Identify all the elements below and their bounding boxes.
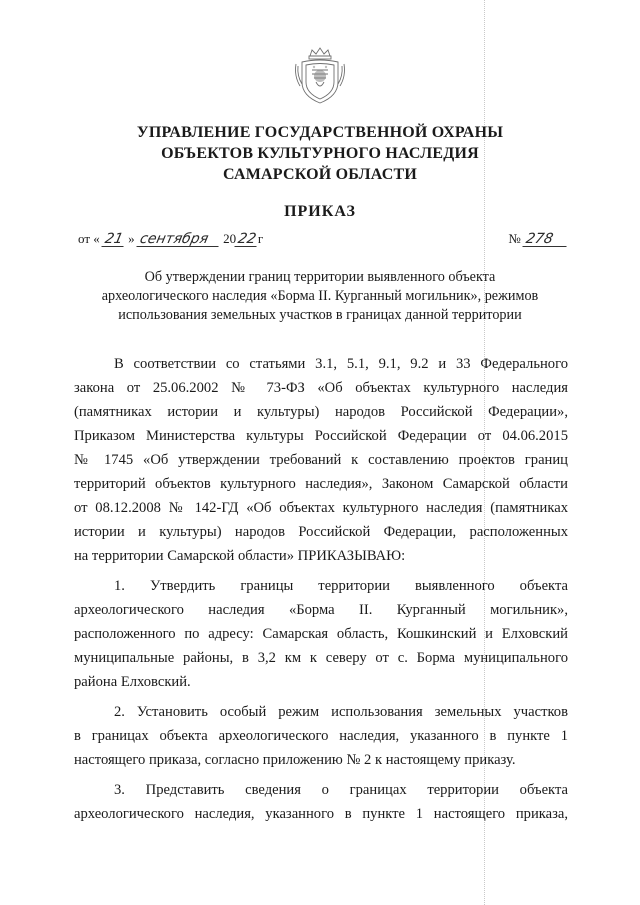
date-year-prefix: 20	[223, 231, 237, 246]
order-title: ПРИКАЗ	[284, 203, 356, 220]
body-line: археологического наследия «Борма II. Курганный могильник»,	[74, 602, 568, 618]
body-line: настоящего приказа, согласно приложению № 2 к настоящему приказу.	[74, 752, 516, 768]
coat-of-arms-emblem-icon	[292, 46, 348, 106]
order-number	[508, 231, 568, 247]
body-line: № 1745 «Об утверждении требований к составлению проектов границ	[74, 452, 568, 468]
date-prefix: от «	[78, 231, 100, 246]
order-subject	[70, 268, 570, 325]
subject-line: Об утверждении границ территории выявленного объекта	[144, 269, 496, 285]
number-prefix: №	[508, 231, 521, 246]
order-number-handwritten: 278	[522, 232, 569, 247]
header-line: УПРАВЛЕНИЕ ГОСУДАРСТВЕННОЙ ОХРАНЫ	[136, 124, 504, 141]
header-line: ОБЪЕКТОВ КУЛЬТУРНОГО НАСЛЕДИЯ	[161, 145, 479, 162]
order-date-number-row	[78, 231, 568, 251]
header-line: САМАРСКОЙ ОБЛАСТИ	[223, 166, 417, 183]
body-line: района Елховский.	[74, 674, 191, 690]
date-month-handwritten: сентября	[136, 232, 221, 247]
date-year-end: г	[257, 231, 264, 246]
body-line: территорий объектов культурного наследия», Законом Самарской области	[74, 476, 568, 492]
body-line: муниципальные районы, в 3,2 км к северу от с. Борма муниципального	[74, 650, 568, 666]
date-day-handwritten: 21	[103, 231, 125, 247]
authority-header	[0, 122, 640, 185]
body-line: В соответствии со статьями 3.1, 5.1, 9.1, 9.2 и 33 Федерального	[114, 356, 568, 372]
body-line: от 08.12.2008 № 142-ГД «Об объектах культурного наследия (памятниках	[74, 500, 568, 516]
order-date	[78, 231, 263, 247]
body-line: расположенного по адресу: Самарская область, Кошкинский и Елховский	[74, 626, 568, 642]
body-line: Приказом Министерства культуры Российской Федерации от 04.06.2015	[74, 428, 568, 444]
body-line: археологического наследия, указанного в пункте 1 настоящего приказа,	[74, 806, 568, 822]
body-line: 1. Утвердить границы территории выявленного объекта	[114, 578, 568, 594]
order-body	[74, 352, 568, 826]
date-mid: »	[128, 231, 135, 246]
body-line: на территории Самарской области» ПРИКАЗЫВАЮ:	[74, 548, 406, 564]
subject-line: использования земельных участков в границах данной территории	[118, 307, 522, 323]
body-line: 2. Установить особый режим использования земельных участков	[114, 704, 568, 720]
subject-line: археологического наследия «Борма II. Курганный могильник», режимов	[101, 288, 539, 304]
body-line: 3. Представить сведения о границах территории объекта	[114, 782, 568, 798]
date-year-handwritten: 22	[236, 231, 258, 247]
body-line: истории и культуры) народов Российской Федерации, расположенных	[74, 524, 568, 540]
body-line: (памятниках истории и культуры) народов Российской Федерации»,	[74, 404, 568, 420]
body-line: в границах объекта археологического наследия, указанного в пункте 1	[74, 728, 568, 744]
body-line: закона от 25.06.2002 № 73-ФЗ «Об объектах культурного наследия	[74, 380, 568, 396]
